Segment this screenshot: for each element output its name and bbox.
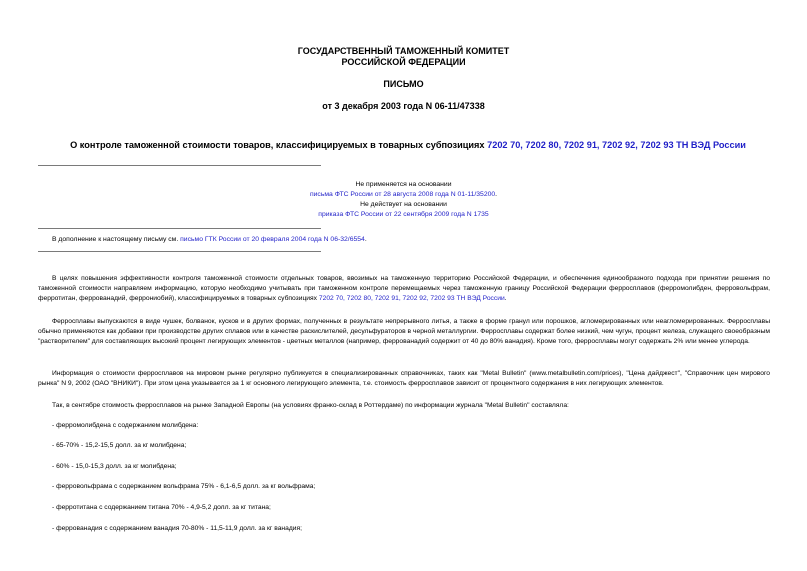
list-item: - ферровольфрама с содержанием вольфрама 75% - 6,1-6,5 долл. за кг вольфрама;	[52, 483, 316, 490]
document-type: ПИСЬМО	[383, 79, 424, 89]
document-date: от 3 декабря 2003 года N 06-11/47338	[322, 101, 485, 111]
list-item: - 65-70% - 15,2-15,5 долл. за кг молибдена;	[52, 442, 187, 449]
divider-top	[38, 165, 321, 166]
fts-letter-link-suffix: .	[495, 191, 498, 198]
status-note-line2	[0, 191, 807, 199]
addition-note	[52, 236, 367, 244]
status-note-line3: Не действует на основании	[360, 201, 447, 208]
document-subject	[38, 140, 778, 151]
paragraph-september-prices: Так, в сентябре стоимость ферросплавов на рынке Западной Европы (на условиях франко-склад в Роттердаме) по информации журнала "Metal Bulletin" составляла:	[52, 402, 569, 409]
paragraph-purpose-text: В целях повышения эффективности контроля таможенной стоимости отдельных товаров, ввозимых на таможенную территорию Российской Федерации, и обеспечения единообразного подхода при принятии решения по таможенной стоимости направляем информацию, которую необходимо учитывать при таможенном контроле перемещаемых через таможенную границу Российской Федерации ферросплавов (ферромолибден, ферровольфрам, ферротитан, феррованадий, феррониобий), классифицируемых в товарных субпозициях	[38, 275, 770, 302]
list-item: - 60% - 15,0-15,3 долл. за кг молибдена;	[52, 463, 177, 470]
paragraph-purpose-suffix: .	[504, 295, 507, 302]
agency-name-line1: ГОСУДАРСТВЕННЫЙ ТАМОЖЕННЫЙ КОМИТЕТ	[297, 46, 510, 56]
paragraph-price-info: Информация о стоимости ферросплавов на мировом рынке регулярно публикуется в специализированных справочниках, таких как "Metal Bulletin" (www.metalbulletin.com/prices), "Цена дайджест", "Справочник цен мирового рынка" N 9, 2002 (ОАО "ВНИКИ"). При этом цена указывается за 1 кг основного легирующего элемента, т.е. стоимость ферросплавов зависит от процентного содержания в них легирующих элементов.	[38, 370, 770, 387]
divider-bottom	[38, 251, 321, 252]
gtk-letter-link[interactable]: письмо ГТК России от 20 февраля 2004 года N 06-32/6554	[180, 236, 365, 243]
status-note-line1: Не применяется на основании	[355, 181, 452, 188]
divider-middle	[38, 228, 321, 229]
list-item: - ферротитана с содержанием титана 70% - 4,9-5,2 долл. за кг титана;	[52, 504, 271, 511]
subject-text: О контроле таможенной стоимости товаров, классифицируемых в товарных субпозициях	[70, 140, 488, 150]
status-note-line4	[0, 211, 807, 219]
addition-note-suffix: .	[364, 236, 367, 243]
fts-order-link[interactable]: приказа ФТС России от 22 сентября 2009 года N 1735	[318, 211, 489, 218]
list-item: - ферромолибдена с содержанием молибдена:	[52, 422, 199, 429]
list-item: - феррованадия с содержанием ванадия 70-80% - 11,5-11,9 долл. за кг ванадия;	[52, 525, 302, 532]
subject-codes-link[interactable]: 7202 70, 7202 80, 7202 91, 7202 92, 7202 93 ТН ВЭД России	[487, 140, 746, 150]
paragraph-ferroalloys: Ферросплавы выпускаются в виде чушек, болванок, кусков и в других формах, полученных в результате непрерывного литья, а также в форме гранул или порошков, агломерированных или неагломерированных. Ферросплавы обычно применяются как добавки при производстве других сплавов или в качестве раскислителей, десульфураторов в черной металлургии. Ферросплавы содержат более низкий, чем чугун, процент железа, служащего своеобразным "растворителем" для составляющих высокий процент легирующих элементов - цветных металлов (например, феррованадий содержит от 40 до 80% ванадия). Кроме того, ферросплавы могут содержать 2% или менее углерода.	[38, 318, 770, 345]
paragraph-purpose	[38, 274, 770, 304]
agency-name-line2: РОССИЙСКОЙ ФЕДЕРАЦИИ	[341, 57, 466, 67]
fts-letter-link[interactable]: письма ФТС России от 28 августа 2008 года N 01-11/35200	[309, 191, 496, 198]
addition-note-text: В дополнение к настоящему письму см.	[52, 236, 181, 243]
paragraph-codes-link[interactable]: 7202 70, 7202 80, 7202 91, 7202 92, 7202 93 ТН ВЭД России	[318, 295, 505, 302]
